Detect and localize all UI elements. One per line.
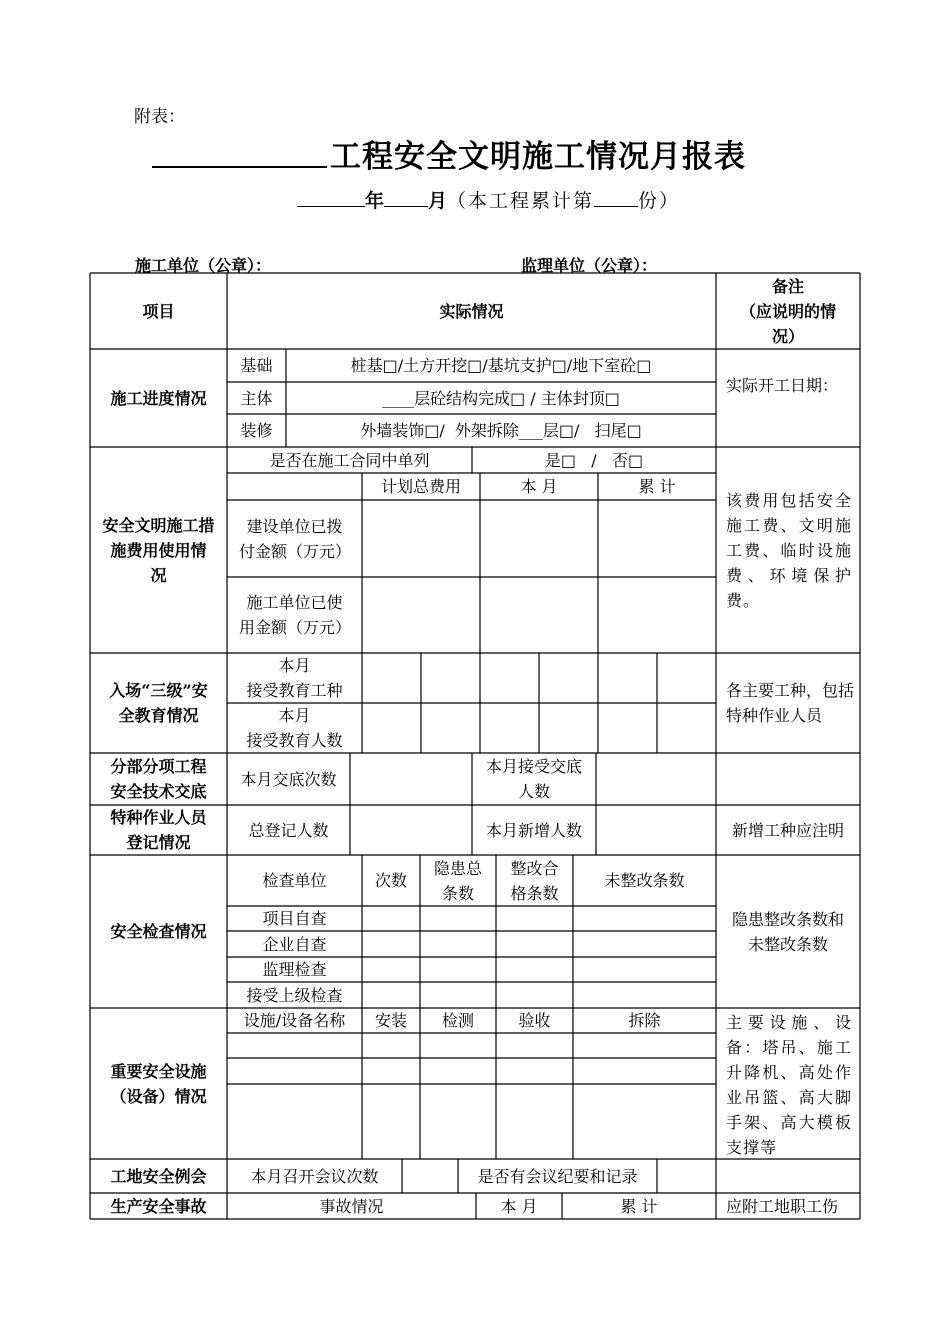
education-row-people: 本月 接受教育人数 — [246, 706, 343, 750]
progress-structure-label: 主体 — [240, 388, 273, 408]
meeting-title: 工地安全例会 — [110, 1166, 207, 1186]
project-name-blank[interactable] — [152, 164, 327, 168]
month-blank[interactable] — [384, 190, 428, 207]
disclosure-count-label: 本月交底次数 — [240, 769, 337, 789]
meeting-count-label: 本月召开会议次数 — [250, 1166, 379, 1186]
accident-remark: 应附工地职工伤 — [726, 1196, 839, 1216]
fees-contract-listed-label: 是否在施工合同中单列 — [269, 450, 430, 470]
accident-month: 本 月 — [500, 1196, 538, 1216]
cumulative-suffix: 份） — [638, 190, 681, 212]
fees-row-paid: 建设单位已拨付金额（万元） — [239, 516, 352, 561]
fees-col-plan: 计划总费用 — [380, 477, 461, 496]
fees-col-month: 本 月 — [520, 477, 558, 496]
disclosure-people-label: 本月接受交底人数 — [485, 757, 582, 801]
special-workers-total-label: 总登记人数 — [248, 820, 329, 840]
year-blank[interactable] — [297, 190, 365, 207]
facilities-title: 重要安全设施（设备）情况 — [110, 1061, 207, 1106]
progress-start-date[interactable]: 实际开工日期： — [726, 376, 839, 395]
progress-decoration-options[interactable]: 外墙装饰□/ 外架拆除___层□/ 扫尾□ — [360, 421, 642, 440]
inspection-col-unfixed: 未整改条数 — [604, 871, 685, 890]
cumulative-prefix: （本工程累计第 — [447, 190, 595, 212]
accident-total: 累 计 — [620, 1196, 658, 1216]
fees-remark: 该费用包括安全施工费、文明施工费、临时设施费、环境保护费。 — [726, 490, 852, 610]
inspection-row-supervisor: 监理检查 — [262, 960, 327, 979]
progress-foundation-label: 基础 — [240, 356, 273, 375]
special-workers-remark: 新增工种应注明 — [731, 820, 844, 840]
page-title: 工程安全文明施工情况月报表 — [330, 139, 746, 175]
month-label: 月 — [428, 190, 448, 212]
inspection-row-company: 企业自查 — [262, 934, 327, 954]
accident-title: 生产安全事故 — [110, 1196, 207, 1216]
fees-row-used: 施工单位已使用金额（万元） — [239, 593, 352, 637]
header-item: 项目 — [142, 301, 175, 321]
inspection-col-times: 次数 — [374, 871, 407, 890]
supervisor-unit-label: 监理单位（公章）： — [521, 256, 658, 275]
education-remark: 各主要工种，包括特种作业人员 — [726, 681, 855, 725]
progress-decoration-label: 装修 — [240, 421, 273, 440]
progress-structure-options[interactable]: ____层砼结构完成□ / 主体封顶□ — [382, 388, 620, 408]
inspection-col-unit: 检查单位 — [262, 871, 327, 890]
inspection-remark: 隐患整改条数和未整改条数 — [732, 909, 845, 954]
inspection-title: 安全检查情况 — [110, 922, 207, 941]
inspection-col-hazards: 隐患总条数 — [433, 858, 482, 903]
header-actual: 实际情况 — [439, 301, 504, 321]
progress-title: 施工进度情况 — [110, 388, 207, 408]
education-title: 入场“三级”安全教育情况 — [109, 681, 208, 725]
year-label: 年 — [365, 190, 385, 212]
accident-situation: 事故情况 — [319, 1196, 384, 1216]
report-period-line — [297, 186, 680, 213]
progress-foundation-options[interactable]: 桩基□/土方开挖□/基坑支护□/地下室砼□ — [350, 356, 652, 375]
attachment-label: 附表： — [134, 107, 185, 127]
inspection-row-project: 项目自查 — [262, 909, 327, 928]
facilities-col-accept: 验收 — [518, 1011, 551, 1030]
fees-title: 安全文明施工措施费用使用情 况 — [102, 515, 239, 585]
facilities-col-remove: 拆除 — [628, 1011, 661, 1030]
cumulative-count-blank[interactable] — [594, 190, 638, 207]
disclosure-title: 分部分项工程安全技术交底 — [110, 757, 207, 801]
facilities-remark: 主要设施、设备：塔吊、施工升降机、高处作业吊篮、高大脚手架、高大模板支撑等 — [726, 1013, 852, 1157]
facilities-col-test: 检测 — [441, 1011, 474, 1030]
facilities-col-name: 设施/设备名称 — [243, 1011, 346, 1030]
contractor-unit-label: 施工单位（公章）： — [135, 256, 272, 275]
fees-col-total: 累 计 — [638, 477, 676, 496]
special-workers-new-label: 本月新增人数 — [485, 820, 582, 840]
special-workers-title: 特种作业人员登记情况 — [110, 808, 207, 852]
education-row-trades: 本月 接受教育工种 — [246, 656, 343, 700]
inspection-col-fixed: 整改合格条数 — [510, 858, 559, 903]
inspection-row-superior: 接受上级检查 — [246, 985, 343, 1005]
fees-yes-no-options[interactable]: 是□ / 否□ — [544, 450, 644, 470]
header-remarks: 备注 （应说明的情况） — [739, 276, 836, 346]
meeting-minutes-label: 是否有会议纪要和记录 — [477, 1166, 638, 1186]
facilities-col-install: 安装 — [374, 1011, 407, 1030]
